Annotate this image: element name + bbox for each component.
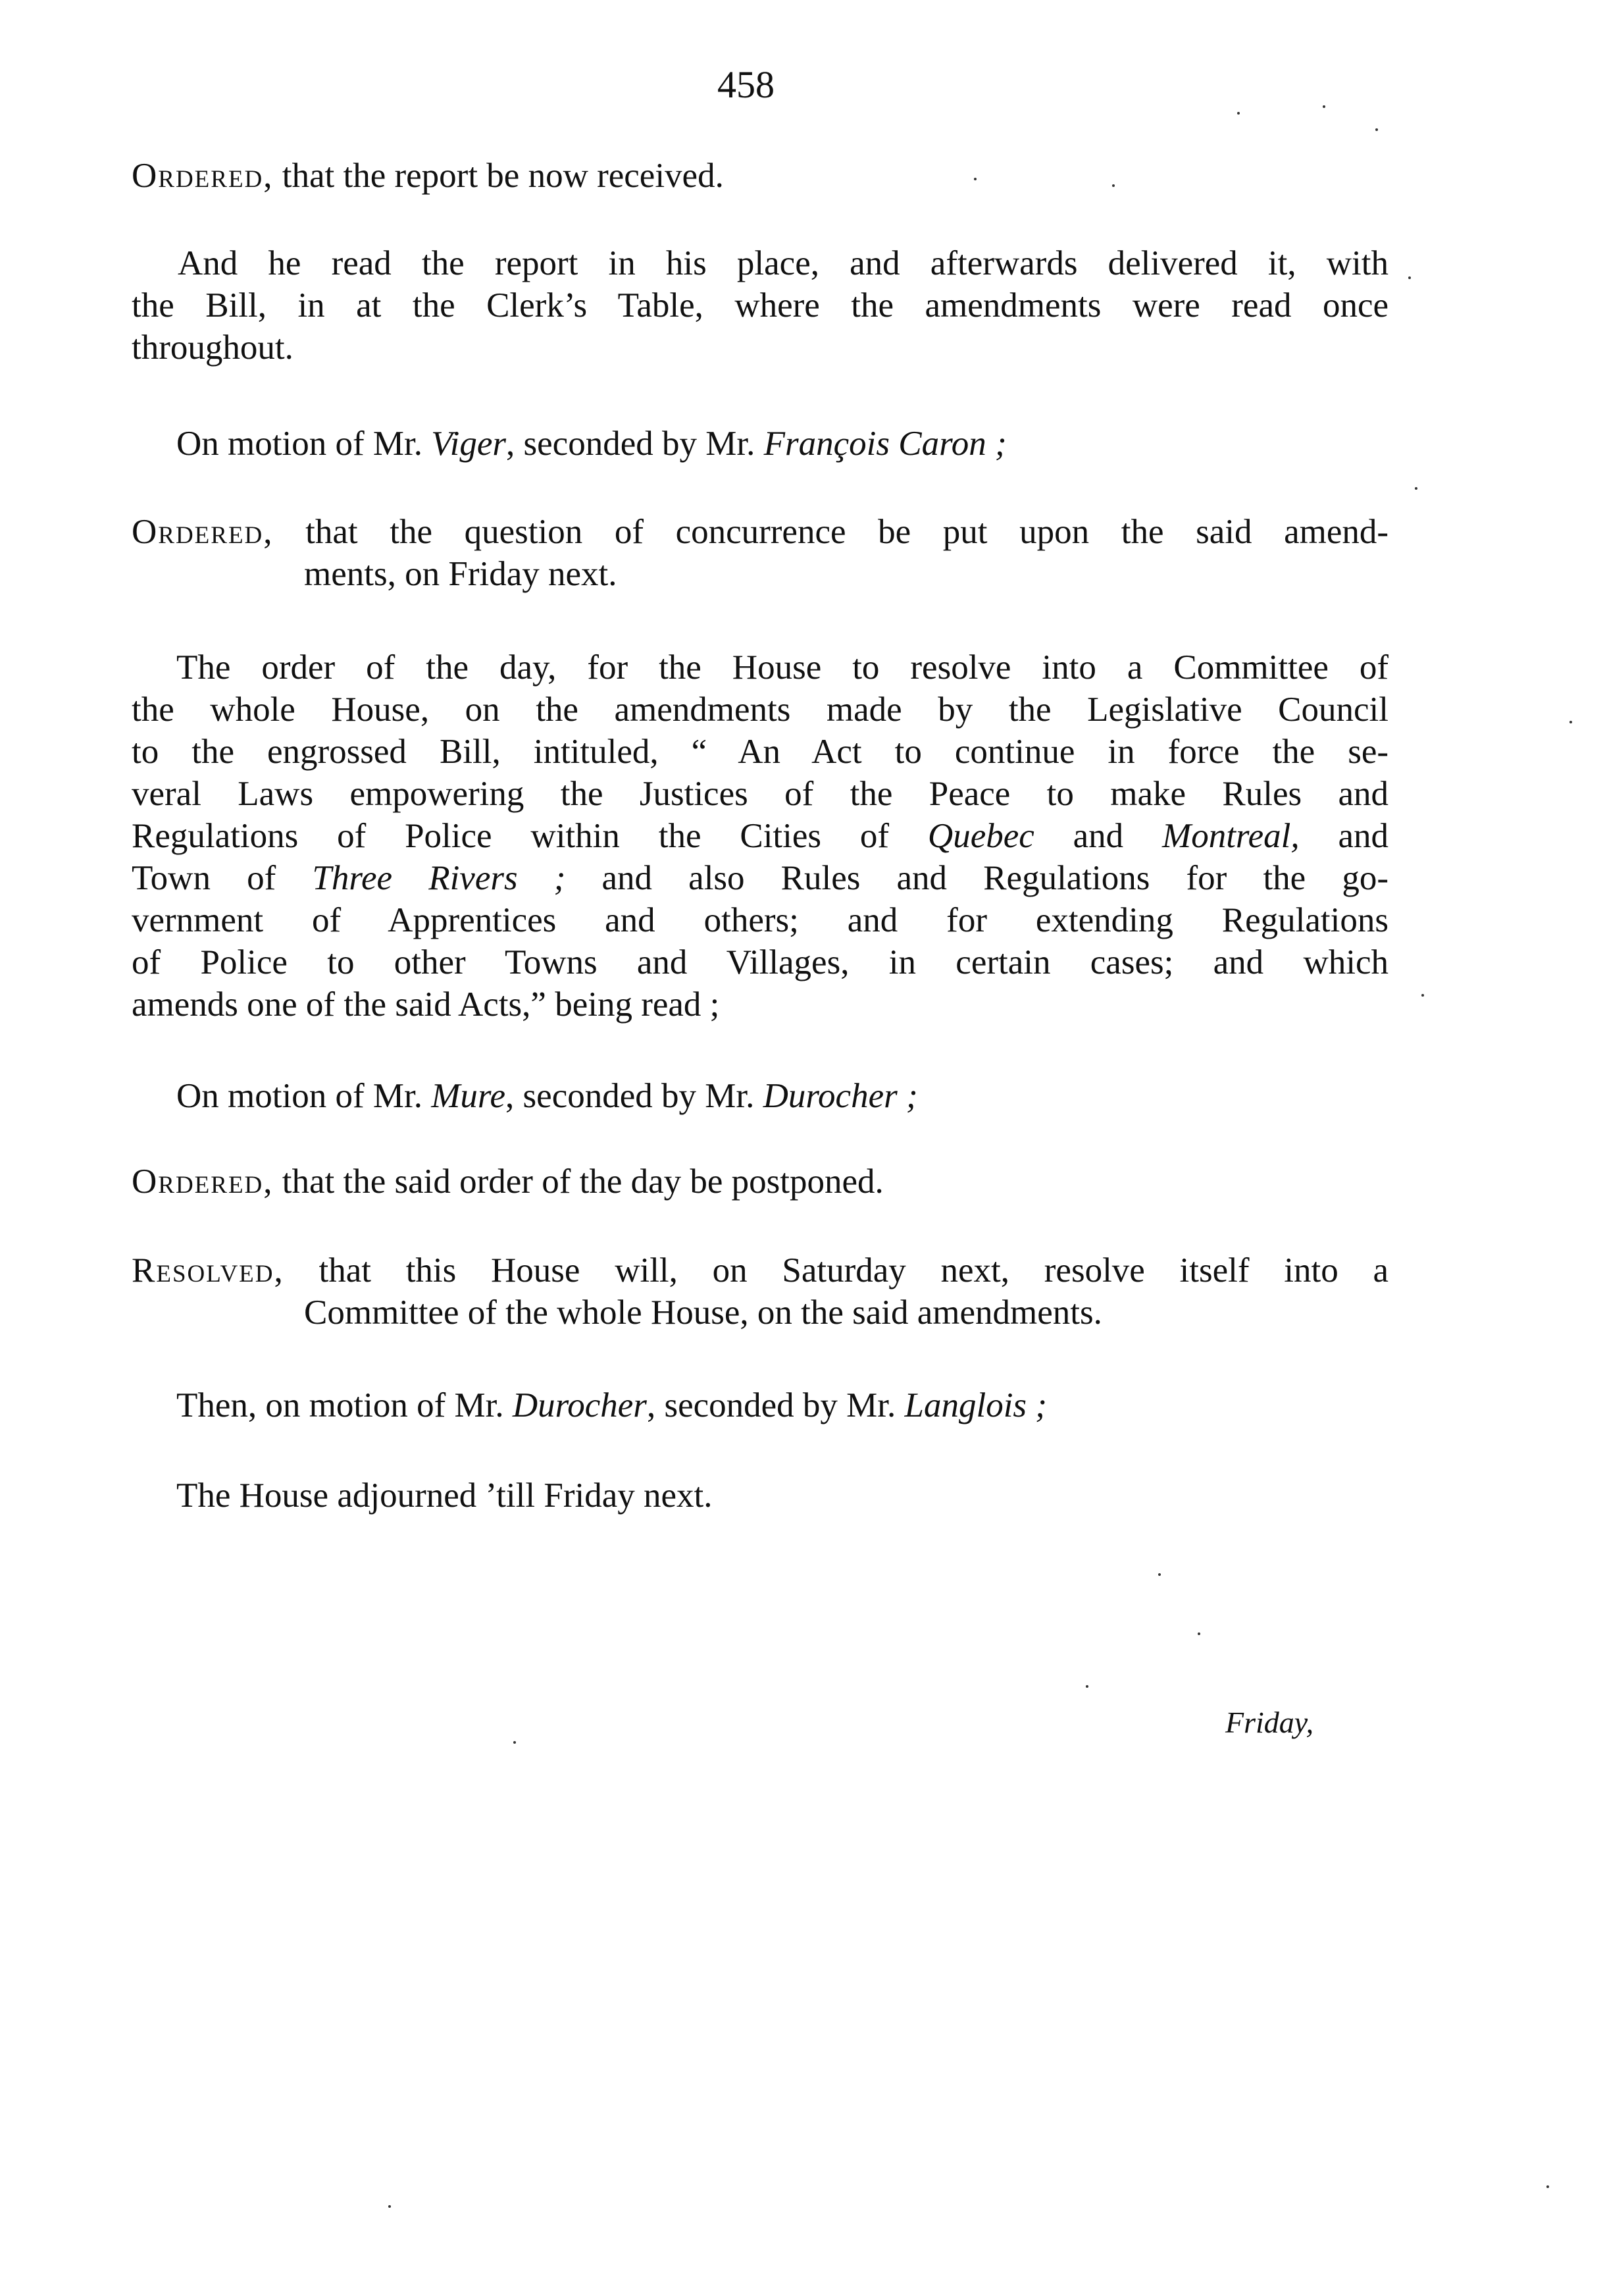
member-name: Durocher [512, 1386, 647, 1424]
entry-text: The House adjourned ’till Friday next. [176, 1476, 713, 1515]
scan-speck [1546, 2185, 1549, 2188]
motion-mid: , seconded by Mr. [646, 1386, 905, 1424]
paragraph-line: The order of the day, for the House to resolve into a Committee of [176, 648, 1388, 687]
page-number: 458 [717, 63, 775, 106]
scan-speck [1237, 112, 1240, 115]
motion-prefix: On motion of Mr. [176, 1077, 432, 1115]
ordered-label: Ordered, [132, 157, 274, 195]
motion-viger [176, 423, 1007, 465]
paragraph-line: Committee of the whole House, on the said amendments. [304, 1293, 1102, 1332]
catchword: Friday, [1225, 1706, 1314, 1739]
ordered-label: Ordered, [132, 1162, 274, 1201]
paragraph-line: vernment of Apprentices and others; and for extending Regulations [132, 901, 1388, 939]
paragraph-line: the whole House, on the amendments made by the Legislative Council [132, 691, 1388, 729]
scan-speck [388, 2205, 391, 2208]
scan-speck [1323, 105, 1325, 108]
entry-adjourned [176, 1474, 712, 1517]
scan-speck [1569, 721, 1572, 723]
ordered-label: Ordered, [132, 513, 274, 551]
paragraph-line: Town of Three Rivers ; and also Rules and Regulations for the go- [132, 859, 1388, 897]
paragraph-line: to the engrossed Bill, intituled, “ An Act to continue in force the se- [132, 733, 1388, 771]
paragraph-line: Regulations of Police within the Cities of Quebec and Montreal, and [132, 817, 1388, 855]
scan-speck [974, 178, 977, 180]
member-name: Mure [431, 1077, 506, 1115]
place-name: Quebec [927, 817, 1034, 855]
scan-speck [513, 1741, 516, 1744]
scan-speck [1375, 128, 1378, 131]
scan-speck [1158, 1573, 1161, 1576]
entry-resolved [132, 1249, 1388, 1334]
member-name: Langlois ; [904, 1386, 1047, 1424]
paragraph-line: of Police to other Towns and Villages, in certain cases; and which [132, 943, 1388, 981]
paragraph-line: Resolved, that this House will, on Saturday next, resolve itself into a [132, 1251, 1388, 1290]
place-name: Three Rivers ; [312, 859, 566, 897]
paragraph-line: amends one of the said Acts,” being read ; [132, 985, 720, 1024]
motion-mure [176, 1075, 918, 1117]
motion-durocher [176, 1384, 1047, 1426]
paragraph-line: ments, on Friday next. [304, 555, 617, 593]
entry-order-of-day [132, 646, 1388, 1026]
paragraph-line: Ordered, that the question of concurrence be put upon the said amend- [132, 513, 1388, 551]
entry-text: that the report be now received. [273, 157, 724, 195]
motion-mid: , seconded by Mr. [506, 425, 764, 463]
scan-speck [1421, 994, 1424, 997]
member-name: Viger [431, 425, 507, 463]
resolved-label: Resolved, [132, 1251, 284, 1290]
scan-speck [1086, 1685, 1088, 1688]
scan-speck [1112, 184, 1115, 187]
entry-ordered-concurrence [132, 511, 1388, 595]
motion-prefix: On motion of Mr. [176, 425, 432, 463]
entry-ordered-report [132, 155, 724, 197]
member-name: François Caron ; [763, 425, 1007, 463]
scan-speck [1408, 276, 1411, 279]
entry-report-read [132, 242, 1388, 369]
motion-prefix: Then, on motion of Mr. [176, 1386, 513, 1424]
paragraph-line: the Bill, in at the Clerk’s Table, where the amendments were read once [132, 286, 1388, 325]
entry-ordered-postponed [132, 1161, 884, 1203]
paragraph-line: veral Laws empowering the Justices of the Peace to make Rules and [132, 775, 1388, 813]
scan-speck [1415, 487, 1417, 490]
scan-speck [1198, 1632, 1200, 1635]
motion-mid: , seconded by Mr. [505, 1077, 763, 1115]
paragraph-line: throughout. [132, 328, 293, 367]
entry-text: that the said order of the day be postponed. [273, 1162, 884, 1201]
member-name: Durocher ; [763, 1077, 918, 1115]
place-name: Montreal, [1162, 817, 1300, 855]
paragraph-line: And he read the report in his place, and afterwards delivered it, with [178, 244, 1388, 282]
